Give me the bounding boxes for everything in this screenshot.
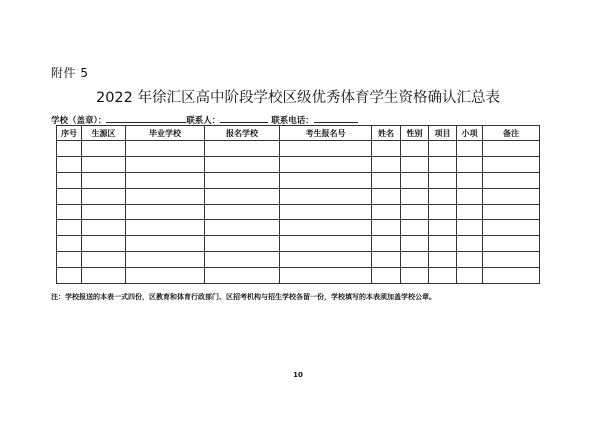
table-cell	[82, 204, 126, 220]
col-header-sport: 项目	[429, 126, 457, 141]
table-cell	[280, 252, 372, 268]
col-header-graduation-school: 毕业学校	[126, 126, 205, 141]
table-cell	[57, 141, 82, 157]
table-cell	[483, 141, 540, 157]
table-cell	[126, 252, 205, 268]
table-cell	[483, 236, 540, 252]
table-cell	[429, 268, 457, 284]
table-row	[57, 156, 540, 172]
table-cell	[205, 220, 280, 236]
table-cell	[429, 172, 457, 188]
contact-label: 联系人：	[186, 116, 221, 126]
table-cell	[126, 156, 205, 172]
table-cell	[457, 188, 483, 204]
col-header-name: 姓名	[372, 126, 401, 141]
document-title: 2022 年徐汇区高中阶段学校区级优秀体育学生资格确认汇总表	[95, 90, 500, 106]
table-cell	[205, 268, 280, 284]
table-cell	[82, 252, 126, 268]
table-cell	[483, 156, 540, 172]
table-cell	[280, 268, 372, 284]
table-cell	[82, 188, 126, 204]
col-header-sub-event: 小项	[457, 126, 483, 141]
table-cell	[457, 220, 483, 236]
table-cell	[457, 172, 483, 188]
table-cell	[483, 172, 540, 188]
table-cell	[372, 252, 401, 268]
col-header-source-district: 生源区	[82, 126, 126, 141]
table-cell	[205, 156, 280, 172]
table-cell	[457, 268, 483, 284]
table-cell	[205, 236, 280, 252]
table-cell	[126, 188, 205, 204]
table-cell	[126, 220, 205, 236]
table-cell	[205, 172, 280, 188]
table-cell	[205, 252, 280, 268]
table-row	[57, 268, 540, 284]
table-cell	[429, 220, 457, 236]
table-cell	[401, 188, 429, 204]
footnote: 注：学校报送的本表一式四份，区教育和体育行政部门、区招考机构与招生学校各留一份，学校填写的本表须加盖学校公章。	[51, 293, 436, 301]
table-row	[57, 188, 540, 204]
col-header-applied-school: 报名学校	[205, 126, 280, 141]
table-cell	[280, 141, 372, 157]
phone-blank	[314, 114, 358, 123]
table-cell	[126, 204, 205, 220]
table-cell	[483, 252, 540, 268]
col-header-index: 序号	[57, 126, 82, 141]
table-cell	[429, 236, 457, 252]
table-cell	[372, 141, 401, 157]
table-cell	[280, 188, 372, 204]
header-row	[57, 126, 540, 141]
table-cell	[401, 268, 429, 284]
table-cell	[57, 156, 82, 172]
table-cell	[401, 141, 429, 157]
school-label: 学校（盖章）：	[51, 116, 107, 126]
table-cell	[457, 156, 483, 172]
table-cell	[57, 220, 82, 236]
table-cell	[429, 188, 457, 204]
table-cell	[205, 141, 280, 157]
table-cell	[82, 156, 126, 172]
table-cell	[457, 252, 483, 268]
table-cell	[372, 236, 401, 252]
table-cell	[126, 141, 205, 157]
table-cell	[57, 204, 82, 220]
summary-table	[56, 125, 540, 284]
contact-blank	[220, 114, 268, 123]
table-cell	[280, 156, 372, 172]
table-cell	[401, 236, 429, 252]
table-cell	[82, 236, 126, 252]
page-number: 10	[293, 371, 303, 379]
table-cell	[401, 204, 429, 220]
table-cell	[280, 204, 372, 220]
table-cell	[483, 204, 540, 220]
table-cell	[457, 204, 483, 220]
col-header-gender: 性别	[401, 126, 429, 141]
table-cell	[82, 172, 126, 188]
table-cell	[126, 268, 205, 284]
phone-label: 联系电话：	[271, 116, 314, 126]
table-body	[57, 141, 540, 284]
table-cell	[429, 141, 457, 157]
table-cell	[429, 204, 457, 220]
col-header-remarks: 备注	[483, 126, 540, 141]
table-cell	[82, 268, 126, 284]
table-cell	[57, 188, 82, 204]
table-cell	[280, 220, 372, 236]
table-cell	[483, 220, 540, 236]
table-cell	[372, 156, 401, 172]
table-cell	[372, 204, 401, 220]
table-cell	[82, 220, 126, 236]
table-cell	[372, 220, 401, 236]
table-row	[57, 141, 540, 157]
table-cell	[372, 172, 401, 188]
table-cell	[57, 236, 82, 252]
table-cell	[126, 172, 205, 188]
table-cell	[205, 204, 280, 220]
table-cell	[57, 252, 82, 268]
attachment-label: 附件 5	[51, 66, 89, 80]
table-row	[57, 236, 540, 252]
col-header-registration-number: 考生报名号	[280, 126, 372, 141]
table-cell	[483, 268, 540, 284]
table-cell	[401, 252, 429, 268]
table-cell	[57, 172, 82, 188]
school-blank	[106, 114, 186, 123]
table-cell	[57, 268, 82, 284]
table-cell	[372, 268, 401, 284]
table-cell	[401, 220, 429, 236]
table-row	[57, 252, 540, 268]
table-row	[57, 204, 540, 220]
table-cell	[401, 172, 429, 188]
table-cell	[82, 141, 126, 157]
table-cell	[457, 141, 483, 157]
table-cell	[126, 236, 205, 252]
table-row	[57, 172, 540, 188]
table-cell	[457, 236, 483, 252]
table-cell	[280, 236, 372, 252]
table-cell	[429, 252, 457, 268]
table-cell	[429, 156, 457, 172]
table-cell	[205, 188, 280, 204]
table-row	[57, 220, 540, 236]
table-cell	[483, 188, 540, 204]
table-cell	[401, 156, 429, 172]
table-cell	[372, 188, 401, 204]
table-cell	[280, 172, 372, 188]
